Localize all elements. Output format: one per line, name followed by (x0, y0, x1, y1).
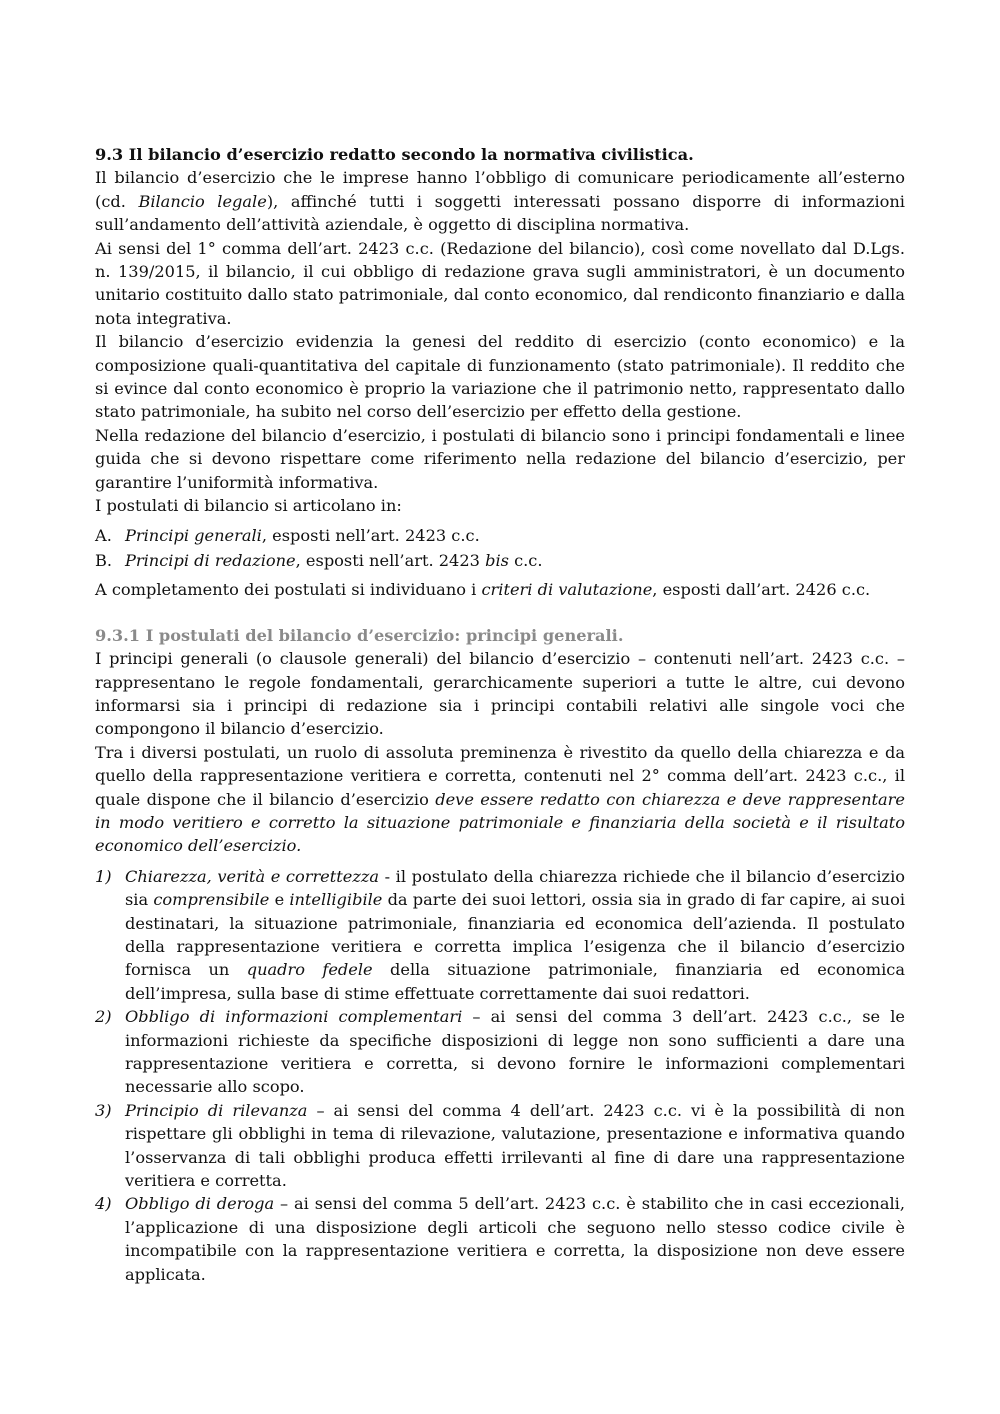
list-item: 2) Obbligo di informazioni complementari – ai sensi del comma 3 dell’art. 2423 c.c., se le informazioni richieste da specifiche disposizioni di legge non sono sufficienti a dare una rappresentazione veritiera e corretta, si devono fornire le informazioni complementari necessarie allo scopo. (95, 1005, 905, 1099)
list-marker: 4) (95, 1194, 112, 1214)
paragraph: Ai sensi del 1° comma dell’art. 2423 c.c. (Redazione del bilancio), così come novellato dal D.Lgs. n. 139/2015, il bilancio, il cui obbligo di redazione grava sugli amministratori, è un documento unitario costituito dallo stato patrimoniale, dal conto economico, dal rendiconto finanziario e dalla nota integrativa. (95, 238, 905, 328)
paragraph: Nella redazione del bilancio d’esercizio, i postulati di bilancio sono i principi fondamentali e linee guida che si devono rispettare come riferimento nella redazione del bilancio d’esercizio, per garantire l’uniformità informativa. (95, 425, 905, 492)
list-item: B. Principi di redazione, esposti nell’art. 2423 bis c.c. (95, 549, 905, 572)
principles-list (95, 865, 905, 1286)
list-marker: 3) (95, 1100, 112, 1120)
list-item: 3) Principio di rilevanza – ai sensi del comma 4 dell’art. 2423 c.c. vi è la possibilità di non rispettare gli obblighi in tema di rilevazione, valutazione, presentazione e informativa quando l’osservanza di tali obblighi produca effetti irrilevanti al fine di dare una rappresentazione veritiera e corretta. (95, 1099, 905, 1193)
list-marker: 2) (95, 1007, 112, 1027)
paragraph: Tra i diversi postulati, un ruolo di assoluta preminenza è rivestito da quello della chiarezza e da quello della rappresentazione veritiera e corretta, contenuti nel 2° comma dell’art. 2423 c.c., il quale dispone che il bilancio d’esercizio deve essere redatto con chiarezza e deve rappresentare in modo veritiero e corretto la situazione patrimoniale e finanziaria della società e il risultato economico dell’esercizio. (95, 742, 905, 856)
list-item: A. Principi generali, esposti nell’art. 2423 c.c. (95, 524, 905, 547)
paragraph: Il bilancio d’esercizio che le imprese hanno l’obbligo di comunicare periodicamente all’esterno (cd. Bilancio legale), affinché tutti i soggetti interessati possano disporre di informazioni sull’andamento dell’attività aziendale, è oggetto di disciplina normativa. (95, 168, 905, 235)
paragraph: I principi generali (o clausole generali) del bilancio d’esercizio – contenuti nell’art. 2423 c.c. – rappresentano le regole fondamentali, gerarchicamente superiori a tutte le altre, cui devono informarsi sia i principi di redazione sia i principi contabili relativi alle singole voci che compongono il bilancio d’esercizio. (95, 649, 905, 739)
list-marker: B. (95, 550, 113, 570)
paragraph: Il bilancio d’esercizio evidenzia la genesi del reddito di esercizio (conto economico) e la composizione quali-quantitativa del capitale di funzionamento (stato patrimoniale). Il reddito che si evince dal conto economico è proprio la variazione che il patrimonio netto, rappresentato dallo stato patrimoniale, ha subito nel corso dell’esercizio per effetto della gestione. (95, 332, 905, 422)
list-item: 4) Obbligo di deroga – ai sensi del comma 5 dell’art. 2423 c.c. è stabilito che in casi eccezionali, l’applicazione di una disposizione degli articoli che seguono nello stesso codice civile è incompatibile con la rappresentazione veritiera e corretta, la disposizione non deve essere applicata. (95, 1192, 905, 1286)
list-marker: 1) (95, 866, 112, 886)
list-item: 1) Chiarezza, verità e correttezza - il postulato della chiarezza richiede che il bilancio d’esercizio sia comprensibile e intelligibile da parte dei suoi lettori, ossia sia in grado di far capire, ai suoi destinatari, la situazione patrimoniale, finanziaria ed economica dell’azienda. Il postulato della rappresentazione veritiera e corretta implica l’esigenza che il bilancio d’esercizio fornisca un quadro fedele della situazione patrimoniale, finanziaria ed economica dell’impresa, sulla base di stime effettuate correttamente dai suoi redattori. (95, 865, 905, 1005)
paragraph: A completamento dei postulati si individuano i criteri di valutazione, esposti dall’art. 2426 c.c. (95, 580, 871, 600)
postulates-list (95, 524, 905, 573)
section-title: 9.3 Il bilancio d’esercizio redatto secondo la normativa civilistica. (95, 145, 694, 164)
list-marker: A. (95, 525, 112, 545)
paragraph: I postulati di bilancio si articolano in: (95, 496, 402, 516)
subsection-title: 9.3.1 I postulati del bilancio d’esercizio: principi generali. (95, 625, 624, 645)
document-page (95, 143, 905, 1286)
